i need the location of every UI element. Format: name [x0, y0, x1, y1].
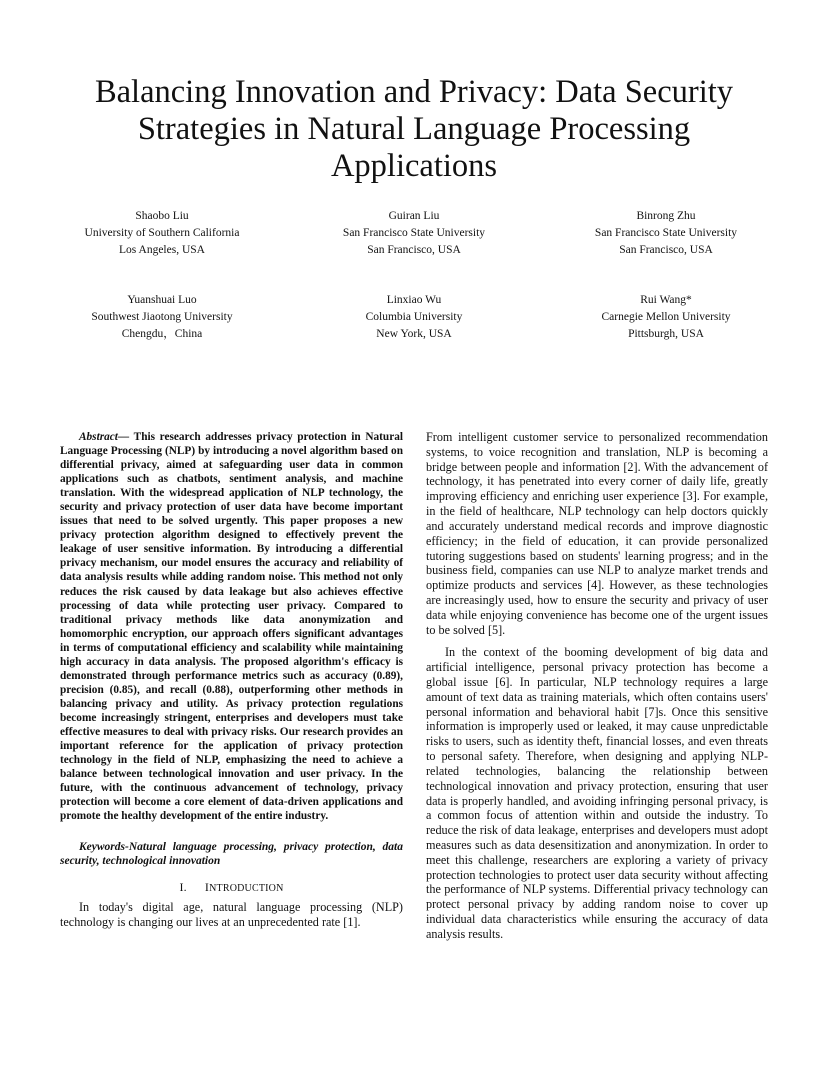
author-name: Yuanshuai Luo — [127, 294, 197, 306]
author-affiliation: Carnegie Mellon University — [601, 311, 731, 323]
author-affiliation: Columbia University — [365, 311, 463, 323]
intro-paragraph-left: In today's digital age, natural language processing (NLP) technology is changing our lives at an unprecedented rate [1]. — [60, 900, 403, 930]
author-block — [294, 208, 534, 259]
author-block — [546, 292, 786, 343]
author-affiliation: Southwest Jiaotong University — [91, 311, 233, 323]
author-block — [546, 208, 786, 259]
author-block — [42, 292, 282, 343]
keywords-text: Natural language processing, privacy protection, data security, technological innovation — [60, 841, 403, 868]
author-affiliation: University of Southern California — [84, 227, 240, 239]
author-location: New York, USA — [376, 328, 452, 340]
keywords — [60, 840, 403, 868]
author-location: Pittsburgh, USA — [628, 328, 704, 340]
abstract-label: Abstract— — [79, 431, 130, 443]
author-block — [42, 208, 282, 259]
author-affiliation: San Francisco State University — [342, 227, 486, 239]
intro-paragraph: In the context of the booming development of big data and artificial intelligence, personal privacy protection has become a global issue [6]. In particular, NLP technology requires a large amount of text data as training materials, which often contains users' personal information and behavioral habit [7]s. Once this sensitive information is improperly used or leaked, it may cause unpredictable risks to users, such as identity theft, financial losses, and even threats to personal safety. Therefore, when designing and applying NLP-related technologies, balancing the relationship between technological innovation and privacy protection, ensuring that user data is properly handled, and avoiding infringing personal privacy, is a common focus of attention within and outside the industry. To reduce the risk of data leakage, enterprises and developers must adopt measures such as data desensitization and anonymization. In order to meet this challenge, researchers are exploring a variety of privacy protection technologies to protect user data security without affecting the performance of NLP systems. Differential privacy technology can protect personal privacy by adding random noise to cover up individual data characteristics while ensuring the accuracy of data analysis results. — [426, 645, 768, 941]
section-title-rest: NTRODUCTION — [209, 883, 284, 895]
left-column — [60, 430, 403, 930]
intro-paragraph: From intelligent customer service to personalized recommendation systems, to voice recognition and translation, NLP is becoming a bridge between people and information [2]. With the advancement of technology, it has penetrated into every corner of daily life, greatly improving efficiency and enriching user experience [3]. For example, in the field of healthcare, NLP technology can help doctors quickly and accurately understand medical records and improve diagnostic efficiency; in the field of education, it can provide personalized tutoring suggestions based on students' learning progress; and in the business field, companies can use NLP to analyze market trends and optimize products and services [4]. However, as these technologies are increasingly used, how to ensure the security and privacy of user data while enjoying convenience has become one of the urgent issues to be solved [5]. — [426, 430, 768, 637]
author-location: San Francisco, USA — [367, 244, 461, 256]
right-column — [426, 430, 768, 942]
author-location: Chengdu，China — [121, 328, 203, 340]
author-affiliation: San Francisco State University — [594, 227, 738, 239]
section-number: I. — [179, 880, 187, 895]
author-name: Binrong Zhu — [636, 210, 696, 222]
abstract — [60, 430, 403, 823]
author-name: Guiran Liu — [388, 210, 440, 222]
abstract-text: This research addresses privacy protection in Natural Language Processing (NLP) by introducing a novel algorithm based on differential privacy, aimed at safeguarding user data in common applications such as chatbots, sentiment analysis, and machine translation. With the widespread application of NLP technology, the security and privacy protection of user data have become important issues that need to be solved urgently. This paper proposes a new privacy protection algorithm designed to effectively prevent the leakage of user sensitive information. By introducing a differential privacy mechanism, our model ensures the accuracy and reliability of data analysis results while adding random noise. This method not only reduces the risk caused by data leakage but also achieves effective processing of data while protecting user privacy. Compared to traditional privacy methods like data anonymization and homomorphic encryption, our approach offers significant advantages in terms of computational efficiency and scalability while maintaining high accuracy in data analysis. The proposed algorithm's efficacy is demonstrated through performance metrics such as accuracy (0.89), precision (0.85), and recall (0.88), outperforming other methods in balancing privacy and utility. As privacy protection regulations become increasingly stringent, enterprises and developers must take effective measures to deal with privacy risks. Our research provides an important reference for the application of privacy protection technology in the field of NLP, emphasizing the need to achieve a balance between technological innovation and user privacy. In the future, with the continuous advancement of technology, privacy protection will become a core element of data-driven applications and promote the healthy development of the entire industry. — [60, 431, 403, 823]
paper-title: Balancing Innovation and Privacy: Data Security Strategies in Natural Language Processing Applications — [94, 74, 734, 184]
author-name: Shaobo Liu — [135, 210, 189, 222]
author-block — [294, 292, 534, 343]
author-name: Linxiao Wu — [386, 294, 442, 306]
author-location: Los Angeles, USA — [119, 244, 205, 256]
author-name: Rui Wang* — [640, 294, 692, 306]
author-location: San Francisco, USA — [619, 244, 713, 256]
keywords-label: Keywords- — [79, 841, 129, 854]
section-title-first: I — [204, 880, 210, 895]
section-heading — [60, 880, 403, 896]
